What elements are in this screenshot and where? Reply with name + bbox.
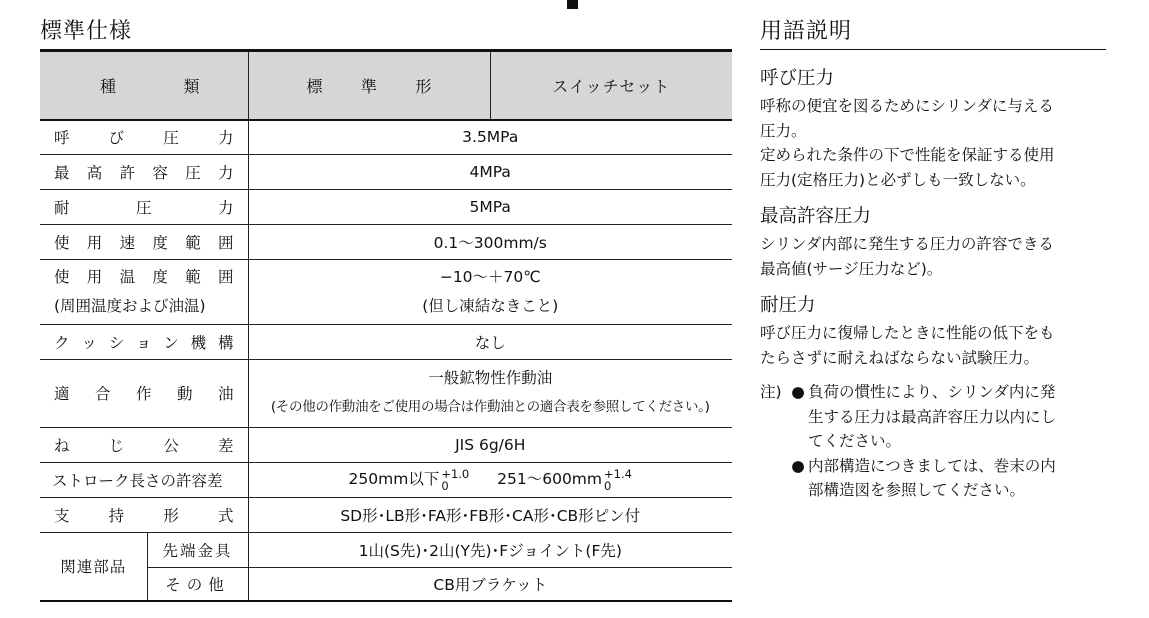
note-item: ● 負荷の慣性により、シリンダ内に発 生する圧力は最高許容圧力以内にし てください。 — [788, 380, 1110, 454]
row-label: 呼び圧力 — [40, 120, 248, 154]
row-label: 使用速度範囲 — [40, 224, 248, 259]
term-heading: 最高許容圧力 — [760, 206, 872, 227]
term-heading: 耐圧力 — [760, 295, 816, 316]
row-value: 5MPa — [248, 189, 732, 224]
row-label: 使用温度範囲 — [54, 267, 236, 286]
bullet-icon: ● — [791, 383, 805, 401]
row-value: 3.5MPa — [248, 120, 732, 154]
spec-row — [40, 120, 732, 154]
spec-row — [40, 359, 732, 427]
spec-row — [40, 189, 732, 224]
related-item-label: 先端金具 — [147, 532, 248, 567]
row-label-group — [40, 259, 248, 324]
spec-row — [40, 154, 732, 189]
spec-table — [40, 52, 732, 602]
tolerance-range-a: 250mm以下 — [348, 470, 440, 489]
related-parts-label: 関連部品 — [40, 532, 147, 601]
row-label-sub: (周囲温度および油温) — [54, 296, 206, 315]
related-parts-row — [40, 532, 732, 567]
term — [760, 202, 1110, 281]
header-kind: 種 類 — [40, 52, 248, 120]
spec-row — [40, 462, 732, 497]
spec-row — [40, 427, 732, 462]
spec-row — [40, 324, 732, 359]
glossary — [760, 64, 1110, 503]
spec-header-row — [40, 52, 732, 120]
term-body: 呼称の便宜を図るためにシリンダに与える 圧力。 定められた条件の下で性能を保証する使用 圧力(定格圧力)と必ずしも一致しない。 — [760, 97, 1055, 189]
row-value: 一般鉱物性作動油 — [428, 369, 553, 387]
term-heading: 呼び圧力 — [760, 68, 835, 89]
row-value-sub: (その他の作動油をご使用の場合は作動油との適合表を参照してください。) — [270, 399, 710, 415]
top-marker — [567, 0, 578, 9]
row-value: SD形･LB形･FA形･FB形･CA形･CB形ピン付 — [248, 497, 732, 532]
related-item-value: 1山(S先)･2山(Y先)･Fジョイント(F先) — [248, 532, 732, 567]
row-label: 最高許容圧力 — [40, 154, 248, 189]
header-standard: 標 準 形 — [248, 52, 490, 120]
term-body: 呼び圧力に復帰したときに性能の低下をも たらさずに耐えねばならない試験圧力。 — [760, 324, 1055, 367]
related-item-label: その他 — [147, 567, 248, 601]
notes — [760, 380, 1110, 503]
stroke-tolerance-value — [248, 462, 732, 497]
glossary-title: 用語説明 — [760, 19, 853, 44]
row-value: 4MPa — [248, 154, 732, 189]
spec-row — [40, 259, 732, 324]
row-label: ストローク長さの許容差 — [40, 462, 248, 497]
tolerance-b: +1.4 0 — [604, 466, 632, 493]
row-label: 適合作動油 — [40, 359, 248, 427]
term — [760, 291, 1110, 370]
row-label: 耐圧力 — [40, 189, 248, 224]
tolerance-a: +1.0 0 — [441, 466, 470, 493]
bullet-icon: ● — [791, 456, 805, 475]
header-switch-set: スイッチセット — [490, 52, 732, 120]
row-value-sub: (但し凍結なきこと) — [422, 296, 559, 315]
spec-row — [40, 224, 732, 259]
note-label: 注) — [760, 383, 782, 401]
row-value: 0.1〜300mm/s — [248, 224, 732, 259]
tolerance-range-b: 251〜600mm — [497, 470, 603, 489]
row-label: クッション機構 — [40, 324, 248, 359]
term — [760, 64, 1110, 192]
term-body: シリンダ内部に発生する圧力の許容できる 最高値(サージ圧力など)。 — [760, 235, 1054, 278]
row-value: −10〜＋70℃ — [439, 267, 541, 286]
row-value-group — [248, 259, 732, 324]
row-value: JIS 6g/6H — [248, 427, 732, 462]
row-label: 支持形式 — [40, 497, 248, 532]
glossary-title-rule — [760, 49, 1106, 50]
row-label: ねじ公差 — [40, 427, 248, 462]
spec-title: 標準仕様 — [40, 19, 133, 44]
row-value-group — [248, 359, 732, 427]
note-item: ● 内部構造につきましては、巻末の内 部構造図を参照してください。 — [788, 454, 1110, 503]
spec-row — [40, 497, 732, 532]
related-item-value: CB用ブラケット — [248, 567, 732, 601]
row-value: なし — [248, 324, 732, 359]
